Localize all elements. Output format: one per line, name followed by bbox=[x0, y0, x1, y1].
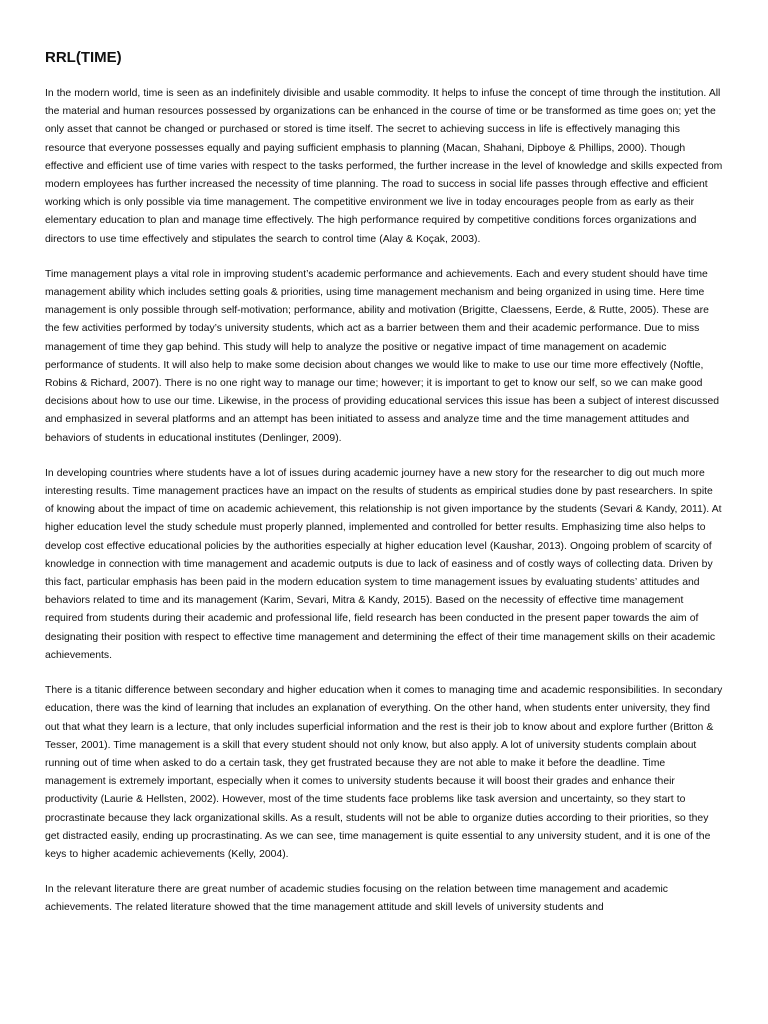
paragraph-5: In the relevant literature there are great number of academic studies focusing on the relation between time management and academic achievements. The related literature showed that the time management attitude and skill levels of university students and bbox=[45, 884, 668, 914]
paragraph-2: Time management plays a vital role in improving student’s academic performance and achievements. Each and every student should have time management ability which includes setting goals & priorities, using time management mechanism and being organized in using time. Here time management is only possible through self-motivation; performance, ability and motivation (Brigitte, Claessens, Eerde, & Rutte, 2005). These are the few activities performed by today’s university students, which act as a barrier between them and their academic performance. Due to miss management of time they gap behind. This study will help to analyze the positive or negative impact of time management on academic performance of students. It will also help to make some decision about changes we would like to make to use our time more effectively (Noftle, Robins & Richard, 2007). There is no one right way to manage our time; however; it is important to get to know our self, so we can make good decisions about how to use our time. Likewise, in the process of providing educational services this issue has been a subject of interest discussed and emphasized in several platforms and an attempt has been initiated to assess and analyze time and the time management attitudes and behaviors of students in educational institutes (Denlinger, 2009). bbox=[45, 268, 720, 444]
document-title: RRL(TIME) bbox=[45, 49, 122, 66]
paragraph-4: There is a titanic difference between secondary and higher education when it comes to managing time and academic responsibilities. In secondary education, there was the kind of learning that includes an explanation of everything. On the other hand, when students enter university, they find out that what they learn is a lecture, that only includes superficial information and the rest is their job to know about and explore further (Britton & Tesser, 2001). Time management is a skill that every student should not only know, but also apply. A lot of university students complain about running out of time when asked to do a certain task, they get frustrated because they are not able to make it before the deadline. Time management is extremely important, especially when it comes to university students because it will boost their grades and enhance their productivity (Laurie & Hellsten, 2002). However, most of the time students face problems like task aversion and uncertainty, so they start to procrastinate because they lack organizational skills. As a result, students will not be able to organize duties according to their priorities, so they get distracted easily, ending up procrastinating. As we can see, time management is quite essential to any university student, and it is one of the keys to higher academic achievements (Kelly, 2004). bbox=[45, 685, 723, 860]
document-body bbox=[45, 85, 723, 935]
paragraph-1: In the modern world, time is seen as an indefinitely divisible and usable commodity. It helps to infuse the concept of time through the institution. All the material and human resources possessed by organizations can be enhanced in the course of time or be transformed as time goes on; yet the only asset that cannot be changed or purchased or stored is time itself. The secret to achieving success in life is effectively managing this resource that everyone possesses equally and paying sufficient emphasis to planning (Macan, Shahani, Dipboye & Phillips, 2000). Though effective and efficient use of time varies with respect to the tasks performed, the further increase in the level of knowledge and skills expected from modern employees has further increased the necessity of time planning. The road to success in social life passes through effective and efficient working which is only possible via time management. The competitive environment we live in today encourages people from as early as their elementary education to plan and manage time effectively. The high performance required by competitive conditions forces organizations and directors to use time effectively and stipulates the search to control time (Alay & Koçak, 2003). bbox=[45, 88, 723, 245]
paragraph-3: In developing countries where students have a lot of issues during academic journey have a new story for the researcher to dig out much more interesting results. Time management practices have an impact on the results of students as empirical studies done by past researchers. In spite of knowing about the impact of time on academic achievement, this relationship is not given importance by the students (Sevari & Kandy, 2011). At higher education level the study schedule must properly planned, implemented and controlled for better results. Emphasizing time also helps to develop cost effective educational policies by the authorities especially at higher education level (Kaushar, 2013). Ongoing problem of scarcity of knowledge in connection with time management and academic outputs is due to lack of easiness and of costly ways of collecting data. Driven by this fact, particular emphasis has been paid in the modern education system to time management issues by evaluating students’ attitudes and behaviors related to time and its management (Karim, Sevari, Mitra & Kandy, 2015). Based on the necessity of effective time management required from students during their academic and professional life, field research has been conducted in the present paper towards the aim of designating their position with respect to effective time management and determining the effect of their time management skills on their academic achievements. bbox=[45, 467, 722, 661]
